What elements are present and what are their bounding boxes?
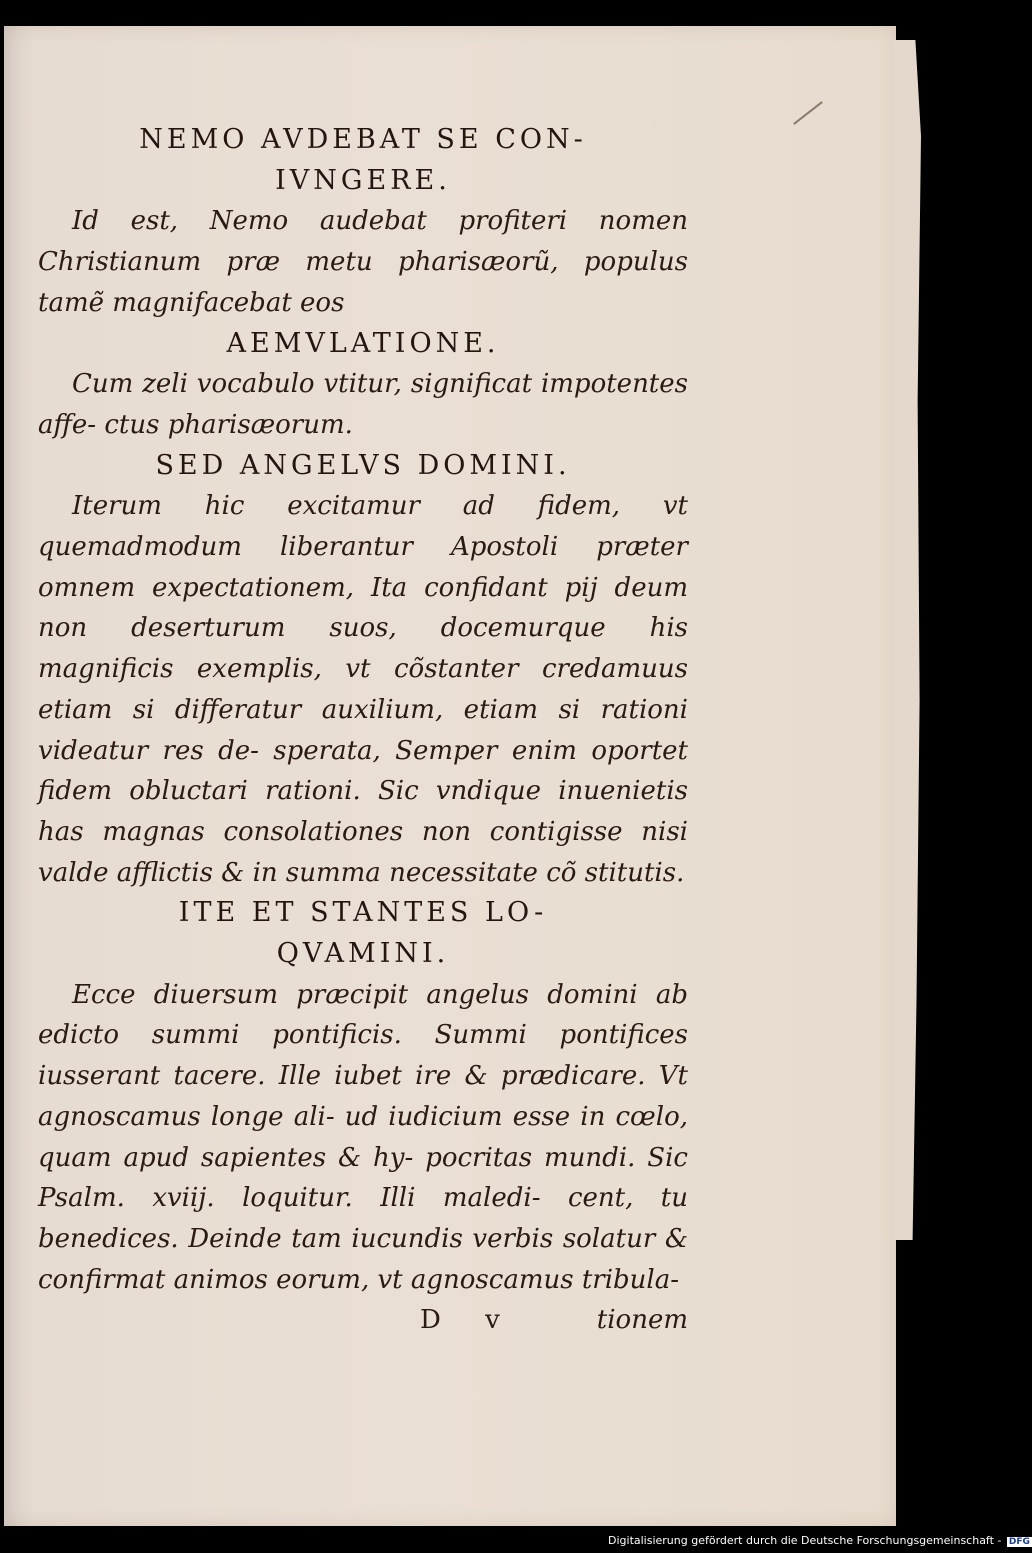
- heading: QVAMINI.: [276, 938, 450, 970]
- heading: IVNGERE.: [275, 164, 451, 196]
- digitization-credit: [608, 1534, 1032, 1547]
- heading: NEMO AVDEBAT SE CON-: [139, 124, 587, 155]
- page-text: [38, 120, 688, 1340]
- dfg-logo: DFG: [1008, 1537, 1030, 1547]
- catchword: tionem: [596, 1305, 688, 1336]
- paragraph: Iterum hic excitamur ad fidem, vt quemadmodum liberantur Apostoli præter omnem expectationem, Ita confidant pij deum non deserturum suos, docemurque his magnificis exemplis, vt cõstanter credamuus etiam si differatur auxilium, etiam si rationi videatur res de- sperata, Semper enim oportet fidem obluctari rationi. Sic vndique inuenietis has magnas consolationes non contigisse nisi valde afflictis & in summa necessitate cõ stitutis.: [38, 491, 688, 888]
- heading: AEMVLATIONE.: [226, 327, 500, 359]
- paragraph: Id est, Nemo audebat profiteri nomen Christianum præ metu pharisæorũ, populus tamẽ magnifacebat eos: [38, 206, 688, 318]
- credit-text: Digitalisierung gefördert durch die Deutsche Forschungsgemeinschaft -: [608, 1534, 1002, 1547]
- paragraph: Cum zeli vocabulo vtitur, significat impotentes affe- ctus pharisæorum.: [38, 369, 688, 440]
- page-edge: [893, 40, 921, 1240]
- heading: ITE ET STANTES LO-: [178, 897, 548, 929]
- paragraph: Ecce diuersum præcipit angelus domini ab edicto summi pontificis. Summi pontifices iusserant tacere. Ille iubet ire & prædicare. Vt agnoscamus longe ali- ud iudicium esse in cœlo, quam apud sapientes & hy- pocritas mundi. Sic Psalm. xviij. loquitur. Illi maledi- cent, tu benedices. Deinde tam iucundis verbis solatur & confirmat animos eorum, vt agnoscamus tribula-: [38, 979, 688, 1295]
- catch-line: [38, 1300, 688, 1340]
- heading: SED ANGELVS DOMINI.: [155, 449, 571, 481]
- signature-mark: D v: [420, 1305, 518, 1336]
